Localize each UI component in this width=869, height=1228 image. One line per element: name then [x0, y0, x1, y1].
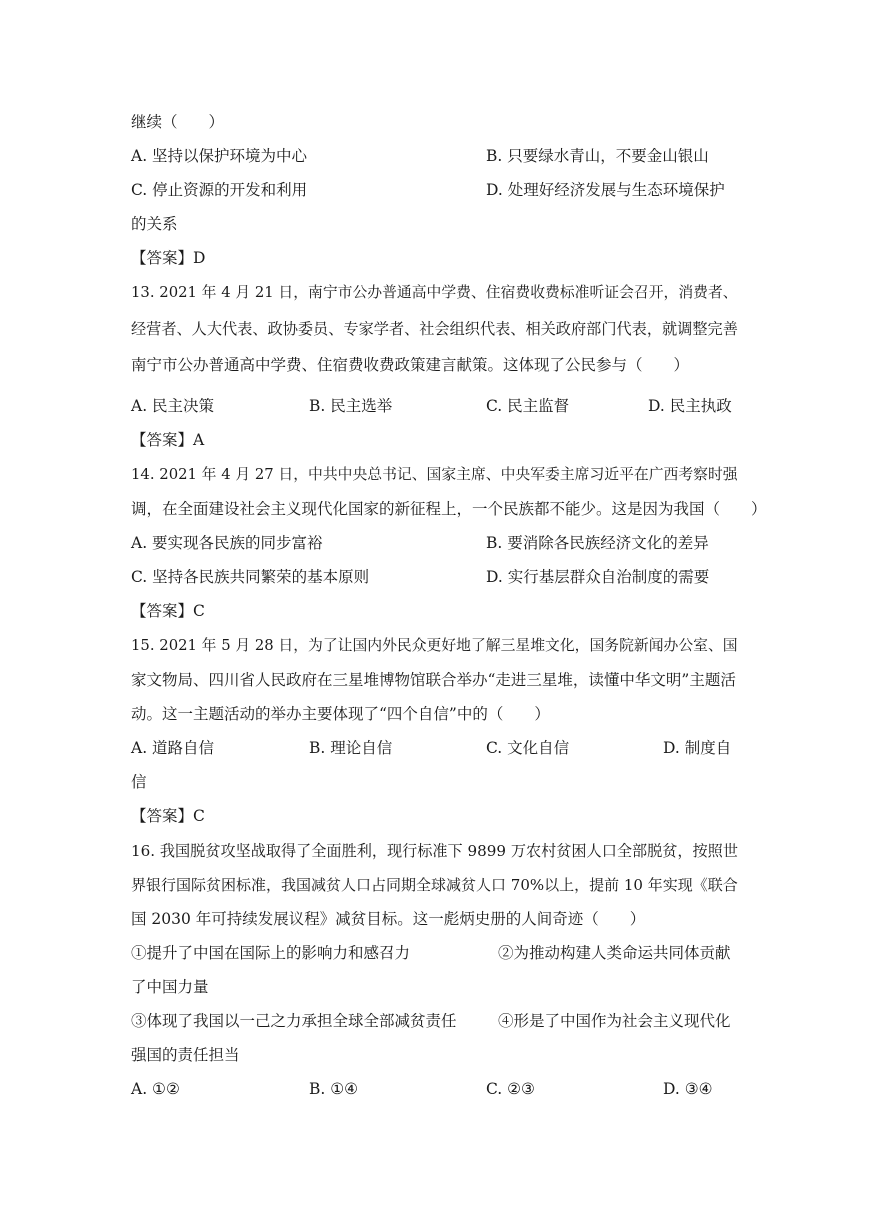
q12-option-a: A. 坚持以保护环境为中心	[131, 147, 308, 165]
q12-option-c: C. 停止资源的开发和利用	[131, 181, 308, 199]
q15-option-c: C. 文化自信	[486, 739, 570, 757]
q14-option-b: B. 要消除各民族经济文化的差异	[486, 534, 709, 552]
q16-item-4-continuation: 强国的责任担当	[131, 1046, 240, 1064]
q13-answer: 【答案】A	[131, 431, 205, 449]
q12-option-b: B. 只要绿水青山，不要金山银山	[486, 147, 709, 165]
q14-stem-line-1: 14. 2021 年 4 月 27 日，中共中央总书记、国家主席、中央军委主席习近平在广西考察时强	[131, 466, 738, 483]
q13-option-b: B. 民主选举	[309, 397, 393, 415]
q13-option-c: C. 民主监督	[486, 397, 570, 415]
q13-stem-line-3: 南宁市公办普通高中学费、住宿费收费政策建言献策。这体现了公民参与（ ）	[131, 356, 690, 374]
q14-answer: 【答案】C	[131, 602, 205, 620]
q15-option-a: A. 道路自信	[131, 739, 215, 757]
q16-stem-line-2: 界银行国际贫困标准，我国减贫人口占同期全球减贫人口 70%以上，提前 10 年实现《联合	[131, 876, 738, 894]
q13-option-a: A. 民主决策	[131, 397, 215, 415]
q13-stem-line-2: 经营者、人大代表、政协委员、专家学者、社会组织代表、相关政府部门代表，就调整完善	[131, 320, 738, 338]
q14-option-c: C. 坚持各民族共同繁荣的基本原则	[131, 568, 370, 586]
q12-option-d: D. 处理好经济发展与生态环境保护	[486, 181, 725, 199]
q14-stem-line-2: 调，在全面建设社会主义现代化国家的新征程上，一个民族都不能少。这是因为我国（ ）	[131, 500, 767, 518]
q16-item-2-continuation: 了中国力量	[131, 978, 209, 996]
q14-option-a: A. 要实现各民族的同步富裕	[131, 534, 323, 552]
q13-option-d: D. 民主执政	[648, 397, 732, 415]
q12-answer: 【答案】D	[131, 249, 206, 267]
q12-stem-tail: 继续（ ）	[131, 113, 225, 131]
q16-item-2: ②为推动构建人类命运共同体贡献	[498, 944, 731, 962]
q16-stem-line-1: 16. 我国脱贫攻坚战取得了全面胜利，现行标准下 9899 万农村贫困人口全部脱贫，按照世	[131, 842, 738, 860]
q16-item-4: ④形是了中国作为社会主义现代化	[498, 1012, 731, 1030]
q16-option-b: B. ①④	[309, 1080, 359, 1098]
q15-option-b: B. 理论自信	[309, 739, 393, 757]
q14-option-d: D. 实行基层群众自治制度的需要	[486, 568, 710, 586]
q16-stem-line-3: 国 2030 年可持续发展议程》减贫目标。这一彪炳史册的人间奇迹（ ）	[131, 910, 646, 928]
q16-option-a: A. ①②	[131, 1080, 180, 1098]
q16-option-d: D. ③④	[663, 1080, 713, 1098]
q15-stem-line-3: 动。这一主题活动的举办主要体现了“四个自信”中的（ ）	[131, 705, 550, 723]
q15-stem-line-2: 家文物局、四川省人民政府在三星堆博物馆联合举办“走进三星堆，读懂中华文明”主题活	[131, 671, 736, 689]
q15-stem-line-1: 15. 2021 年 5 月 28 日，为了让国内外民众更好地了解三星堆文化，国务院新闻办公室、国	[131, 637, 738, 654]
q15-answer: 【答案】C	[131, 807, 205, 825]
q13-stem-line-1: 13. 2021 年 4 月 21 日，南宁市公办普通高中学费、住宿费收费标准听证会召开，消费者、	[131, 284, 738, 301]
q16-option-c: C. ②③	[486, 1080, 535, 1098]
q15-option-d: D. 制度自	[663, 739, 732, 757]
q16-item-3: ③体现了我国以一己之力承担全球全部减贫责任	[131, 1012, 457, 1030]
q12-option-d-continuation: 的关系	[131, 215, 178, 233]
q16-item-1: ①提升了中国在国际上的影响力和感召力	[131, 944, 411, 962]
q15-option-d-continuation: 信	[131, 773, 147, 791]
